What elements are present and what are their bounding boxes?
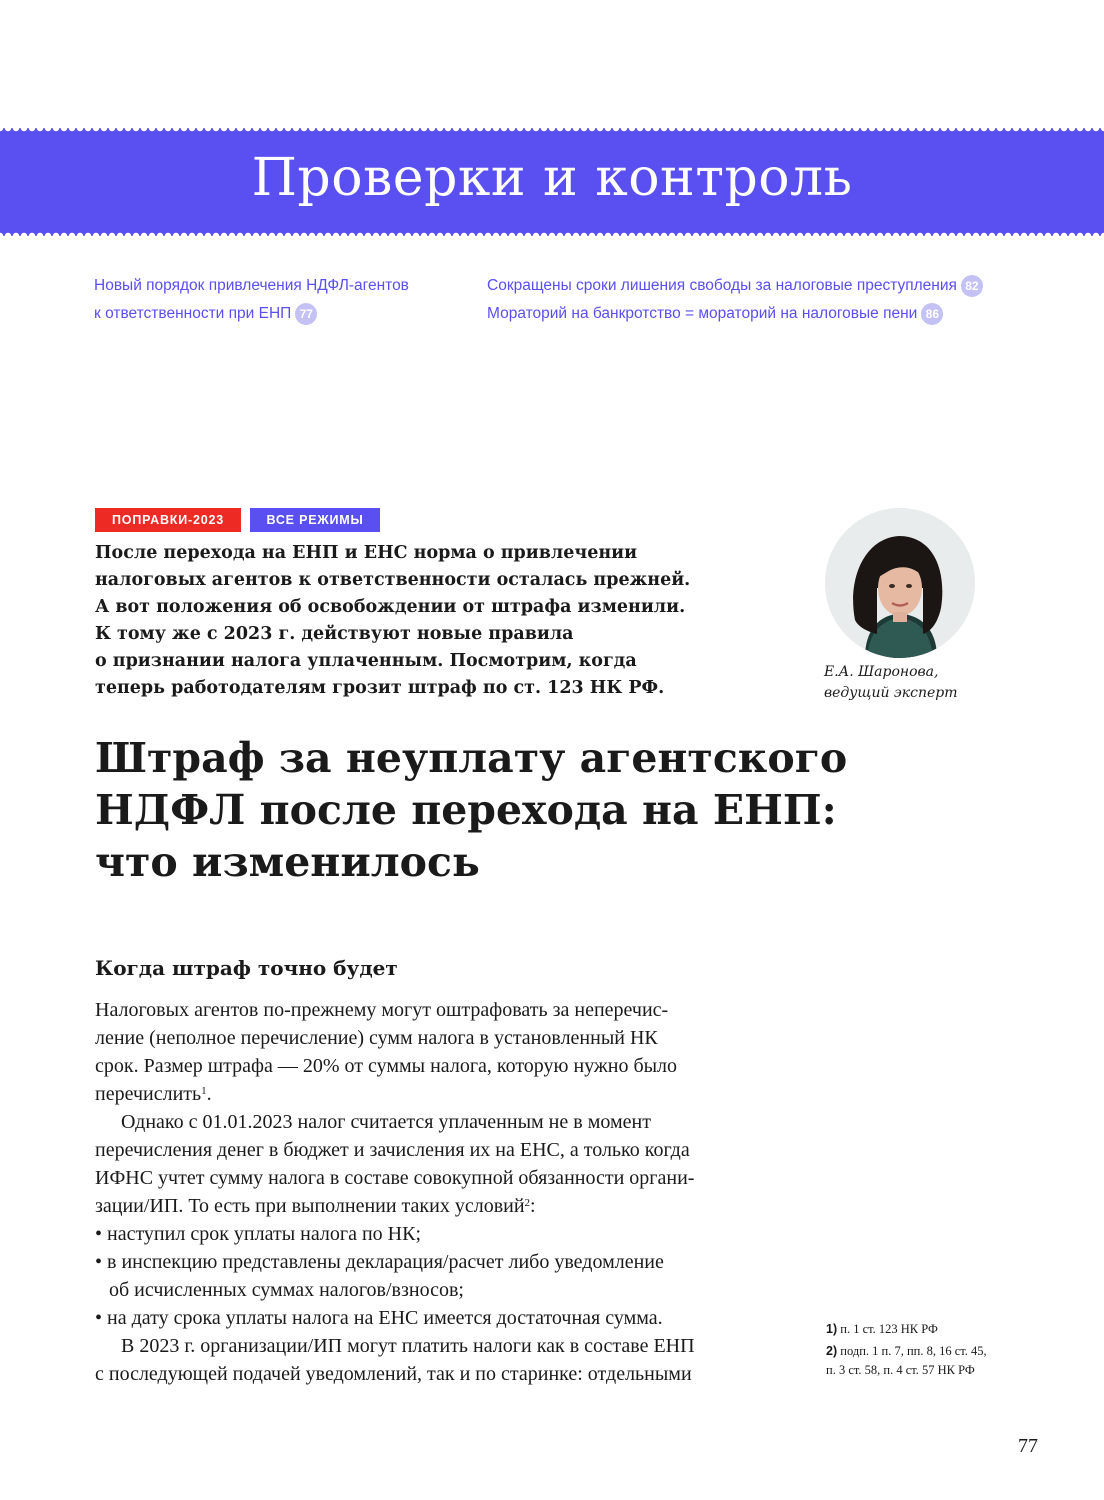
- page-number: 77: [1018, 1435, 1038, 1457]
- lead-paragraph: После перехода на ЕНП и ЕНС норма о привлечении налоговых агентов к ответственности осталась прежней. А вот положения об освобождении от штрафа изменили. К тому же с 2023 г. действуют новые правила о признании налога уплаченным. Посмотрим, когда теперь работодателям грозит штраф по ст. 123 НК РФ.: [95, 543, 691, 698]
- article-body: Налоговых агентов по-прежнему могут оштрафовать за неперечис- ление (неполное перечисление) сумм налога в установленный НК срок. Размер штрафа — 20% от суммы налога, которую нужно было перечислить$^1$. Однако с 01.01.2023 налог считается уплаченным не в момент перечисления денег в бюджет и зачисления их на ЕНС, а только когда ИФНС учтет сумму налога в составе совокупной обязанности органи- зации/ИП. То есть при выполнении таких условий$^2$: • наступил срок уплаты налога по НК; • в инспекцию представлены декларация/расчет либо уведомление об исчисленных суммах налогов/взносов; • на дату срока уплаты налога на ЕНС имеется достаточная сумма. В 2023 г. организации/ИП могут платить налоги как в составе ЕНП с последующей подачей уведомлений, так и по старинке: отдельными: [95, 996, 785, 1388]
- list-item: • на дату срока уплаты налога на ЕНС имеется достаточная сумма.: [95, 1307, 663, 1329]
- list-item: • в инспекцию представлены декларация/расчет либо уведомление: [95, 1251, 664, 1273]
- tag-all-regimes: ВСЕ РЕЖИМЫ: [250, 508, 380, 532]
- page-badge: 82: [961, 275, 983, 297]
- toc-item-3[interactable]: [487, 300, 943, 328]
- toc-item-3-line-1: Мораторий на банкротство = мораторий на налоговые пени 86: [487, 300, 943, 328]
- footnote-2-cont: п. 3 ст. 58, п. 4 ст. 57 НК РФ: [826, 1363, 975, 1377]
- toc-item-1-line-2: к ответственности при ЕНП 77: [94, 300, 409, 328]
- subheading: Когда штраф точно будет: [95, 956, 398, 980]
- page-badge: 86: [921, 303, 943, 325]
- footnote-ref-1[interactable]: 1: [201, 1085, 207, 1097]
- toc-item-1-line-1: Новый порядок привлечения НДФЛ-агентов: [94, 277, 409, 294]
- list-item: • наступил срок уплаты налога по НК;: [95, 1223, 421, 1245]
- footnote-2: 2) подп. 1 п. 7, пп. 8, 16 ст. 45,: [826, 1344, 987, 1358]
- footnotes: [826, 1320, 1056, 1380]
- author-name: Е.А. Шаронова,: [824, 664, 939, 680]
- footnote-1: 1) п. 1 ст. 123 НК РФ: [826, 1322, 938, 1336]
- footnote-ref-2[interactable]: 2: [524, 1197, 531, 1209]
- section-title: Проверки и контроль: [251, 148, 853, 208]
- tag-amendments: ПОПРАВКИ-2023: [95, 508, 241, 532]
- author-caption: [824, 662, 958, 704]
- page-badge: 77: [295, 303, 317, 325]
- toc-item-2[interactable]: [487, 272, 983, 300]
- author-photo: [825, 508, 975, 658]
- toc-item-1[interactable]: [94, 272, 409, 328]
- author-role: ведущий эксперт: [824, 685, 958, 701]
- article-headline: Штраф за неуплату агентского НДФЛ после перехода на ЕНП: что изменилось: [95, 734, 848, 886]
- toc-item-2-line-1: Сокращены сроки лишения свободы за налоговые преступления 82: [487, 272, 983, 300]
